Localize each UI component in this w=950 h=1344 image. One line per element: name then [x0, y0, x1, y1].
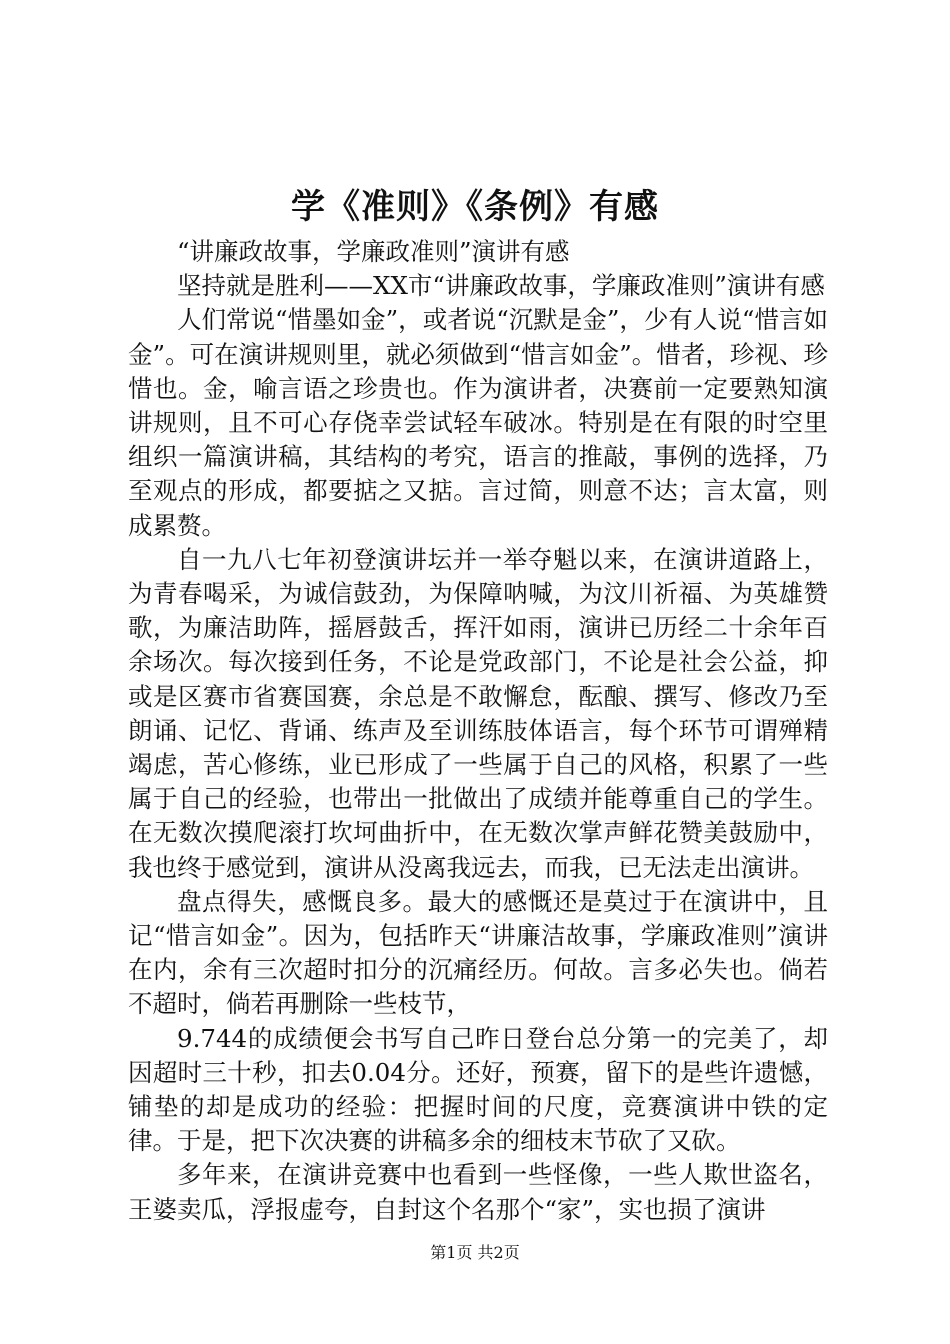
- paragraph: 自一九八七年初登演讲坛并一举夺魁以来，在演讲道路上，为青春喝采，为诚信鼓劲，为保障呐喊，为汶川祈福、为英雄赞歌，为廉洁助阵，摇唇鼓舌，挥汗如雨，演讲已历经二十余年百余场次。每次接到任务，不论是党政部门，不论是社会公益，抑或是区赛市省赛国赛，余总是不敢懈怠，酝酿、撰写、修改乃至朗诵、记忆、背诵、练声及至训练肢体语言，每个环节可谓殚精竭虑，苦心修练，业已形成了一些属于自己的风格，积累了一些属于自己的经验，也带出一批做出了成绩并能尊重自己的学生。在无数次摸爬滚打坎坷曲折中，在无数次掌声鲜花赞美鼓励中，我也终于感觉到，演讲从没离我远去，而我，已无法走出演讲。: [128, 544, 828, 882]
- document-title: 学《准则》《条例》有感: [291, 187, 659, 227]
- page-number-footer: 第1页 共2页: [430, 1243, 520, 1262]
- paragraph: 多年来，在演讲竞赛中也看到一些怪像，一些人欺世盗名，王婆卖瓜，浮报虚夸，自封这个名那个“家”，实也损了演讲: [128, 1160, 828, 1224]
- document-body: [128, 235, 828, 1227]
- paragraph: 人们常说“惜墨如金”，或者说“沉默是金”，少有人说“惜言如金”。可在演讲规则里，就必须做到“惜言如金”。惜者，珍视、珍惜也。金，喻言语之珍贵也。作为演讲者，决赛前一定要熟知演讲规则，且不可心存侥幸尝试轻车破冰。特别是在有限的时空里组织一篇演讲稿，其结构的考究，语言的推敲，事例的选择，乃至观点的形成，都要掂之又掂。言过简，则意不达；言太富，则成累赘。: [128, 305, 828, 540]
- paragraph-subtitle: “讲廉政故事，学廉政准则”演讲有感: [177, 237, 570, 266]
- paragraph: 盘点得失，感慨良多。最大的感慨还是莫过于在演讲中，且记“惜言如金”。因为，包括昨天“讲廉洁故事，学廉政准则”演讲在内，余有三次超时扣分的沉痛经历。何故。言多必失也。倘若不超时，倘若再删除一些枝节，: [128, 886, 828, 1019]
- paragraph-heading: 坚持就是胜利——XX市“讲廉政故事，学廉政准则”演讲有感: [177, 271, 825, 301]
- paragraph: 9.744的成绩便会书写自己昨日登台总分第一的完美了，却因超时三十秒，扣去0.04分。还好，预赛，留下的是些许遗憾，铺垫的却是成功的经验：把握时间的尺度，竞赛演讲中铁的定律。于是，把下次决赛的讲稿多余的细枝末节砍了又砍。: [128, 1023, 828, 1156]
